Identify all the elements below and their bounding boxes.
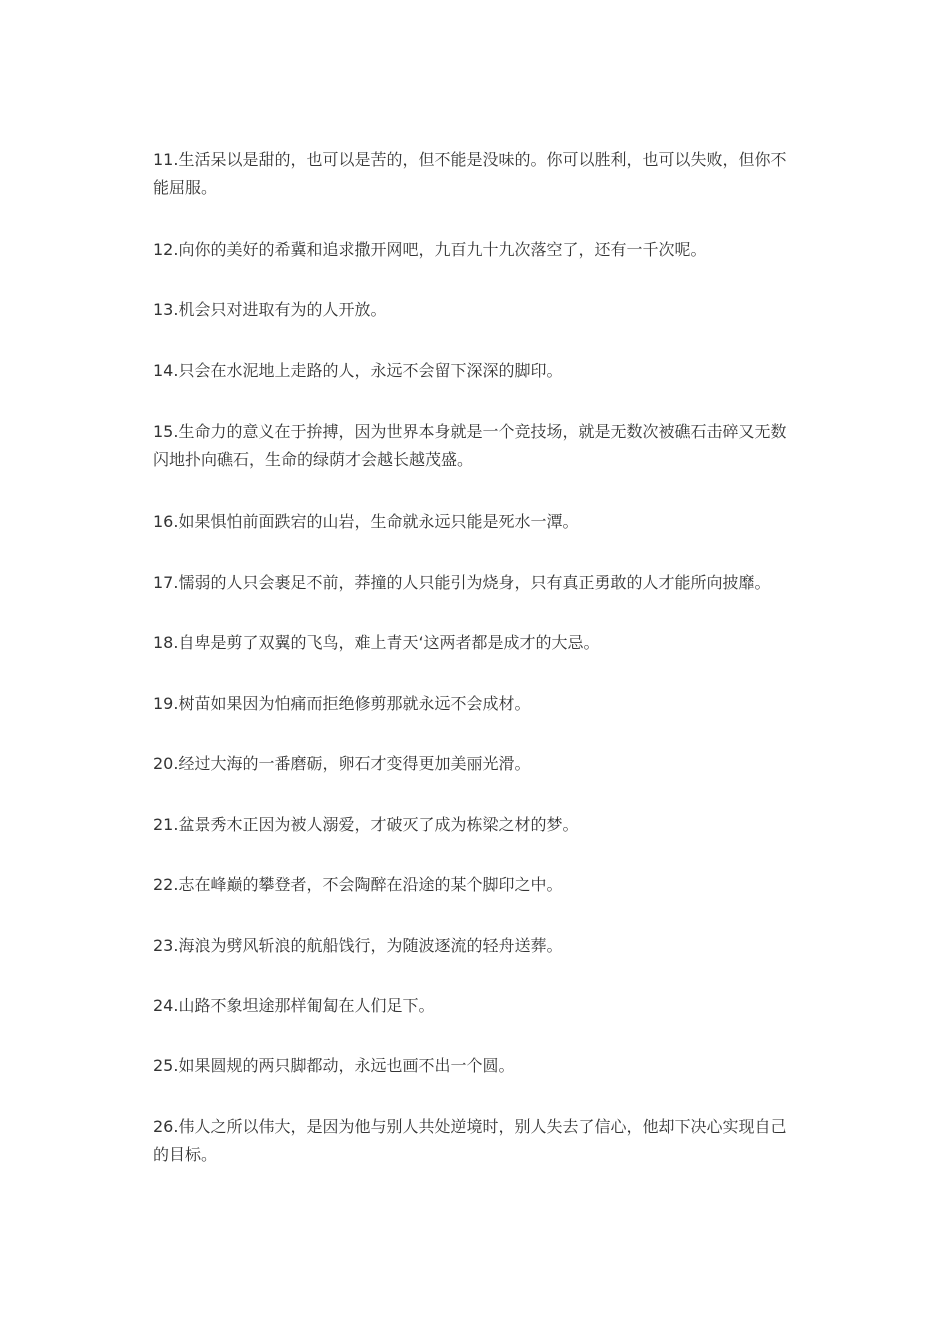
quote-19: 19.树苗如果因为怕痛而拒绝修剪那就永远不会成材。	[153, 694, 531, 713]
quote-24: 24.山路不象坦途那样匍匐在人们足下。	[153, 996, 435, 1015]
quote-14: 14.只会在水泥地上走路的人，永远不会留下深深的脚印。	[153, 361, 563, 380]
quote-26: 26.伟人之所以伟大，是因为他与别人共处逆境时，别人失去了信心，他却下决心实现自己的目标。	[153, 1117, 787, 1164]
quote-25: 25.如果圆规的两只脚都动，永远也画不出一个圆。	[153, 1056, 515, 1075]
quote-13: 13.机会只对进取有为的人开放。	[153, 300, 387, 319]
quote-16: 16.如果惧怕前面跌宕的山岩，生命就永远只能是死水一潭。	[153, 512, 579, 531]
quote-23: 23.海浪为劈风斩浪的航船饯行，为随波逐流的轻舟送葬。	[153, 936, 563, 955]
quote-11: 11.生活呆以是甜的，也可以是苦的，但不能是没味的。你可以胜利，也可以失败，但你不能屈服。	[153, 150, 787, 197]
quote-15: 15.生命力的意义在于拚搏，因为世界本身就是一个竞技场，就是无数次被礁石击碎又无数闪地扑向礁石，生命的绿荫才会越长越茂盛。	[153, 422, 787, 469]
quote-12: 12.向你的美好的希冀和追求撒开网吧，九百九十九次落空了，还有一千次呢。	[153, 240, 707, 259]
quote-22: 22.志在峰巅的攀登者，不会陶醉在沿途的某个脚印之中。	[153, 875, 563, 894]
quote-17: 17.懦弱的人只会裹足不前，莽撞的人只能引为烧身，只有真正勇敢的人才能所向披靡。	[153, 573, 771, 592]
quote-21: 21.盆景秀木正因为被人溺爱，才破灭了成为栋梁之材的梦。	[153, 815, 579, 834]
quote-18: 18.自卑是剪了双翼的飞鸟，难上青天‘这两者都是成才的大忌。	[153, 633, 600, 652]
quote-20: 20.经过大海的一番磨砺，卵石才变得更加美丽光滑。	[153, 754, 531, 773]
